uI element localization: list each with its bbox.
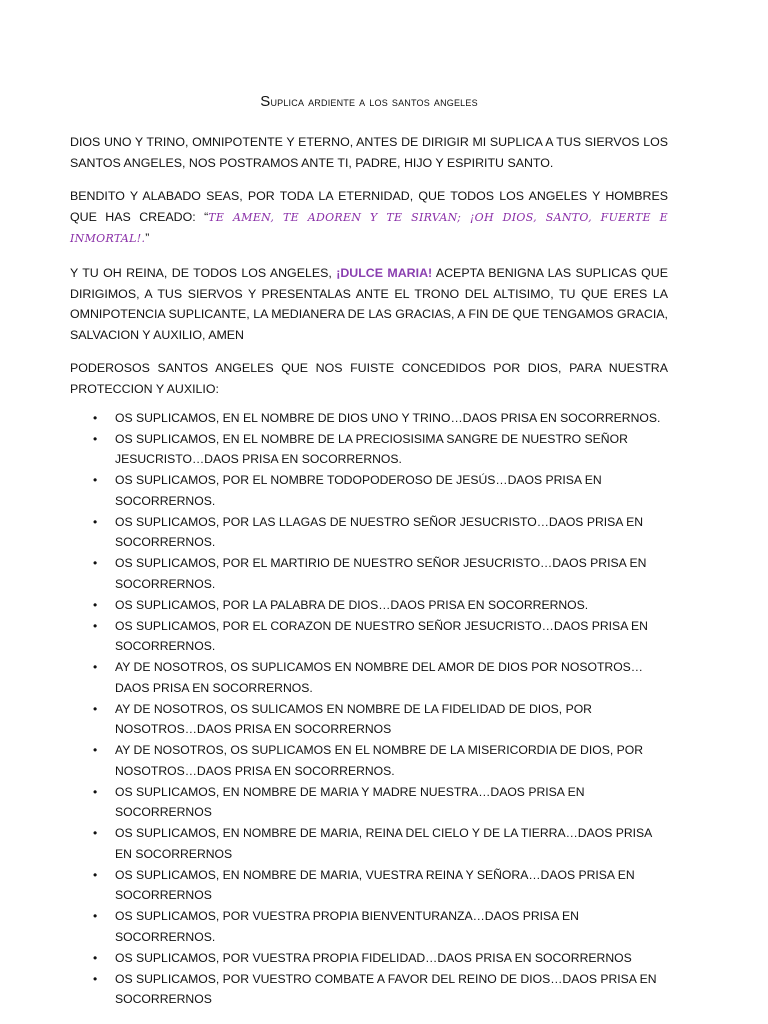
list-item bbox=[95, 512, 668, 553]
list-item bbox=[95, 865, 668, 906]
document-page bbox=[70, 92, 668, 1010]
praise-quote: TE AMEN, TE ADOREN Y TE SIRVAN; ¡OH DIOS, SANTO, FUERTE E INMORTAL!. bbox=[70, 210, 668, 246]
list-item bbox=[95, 616, 668, 657]
list-item-text: OS SUPLICAMOS, EN NOMBRE DE MARIA, VUESTRA REINA Y SEÑORA…DAOS PRISA EN SOCORRERNOS bbox=[115, 867, 635, 903]
queen-lead: Y TU OH REINA, DE TODOS LOS ANGELES, bbox=[70, 265, 337, 280]
bullet-icon: • bbox=[93, 473, 98, 488]
queen-highlight: ¡DULCE MARIA! bbox=[336, 265, 433, 280]
bullet-icon: • bbox=[93, 867, 98, 882]
praise-lead: BENDITO Y ALABADO SEAS, POR TODA LA ETERNIDAD, QUE TODOS LOS ANGELES Y HOMBRES QUE HAS CREADO: “ bbox=[70, 189, 668, 224]
bullet-icon: • bbox=[93, 556, 98, 571]
list-item-text: OS SUPLICAMOS, POR EL CORAZON DE NUESTRO SEÑOR JESUCRISTO…DAOS PRISA EN SOCORRERNOS. bbox=[115, 618, 648, 654]
bullet-icon: • bbox=[93, 597, 98, 612]
list-item-text: OS SUPLICAMOS, POR VUESTRA PROPIA FIDELIDAD…DAOS PRISA EN SOCORRERNOS bbox=[115, 950, 632, 965]
bullet-icon: • bbox=[93, 514, 98, 529]
list-item-text: OS SUPLICAMOS, EN NOMBRE DE MARIA, REINA DEL CIELO Y DE LA TIERRA…DAOS PRISA EN SOCORRERNOS bbox=[115, 826, 652, 861]
bullet-icon: • bbox=[93, 971, 98, 986]
list-item bbox=[95, 595, 668, 616]
paragraph-angels: PODEROSOS SANTOS ANGELES QUE NOS FUISTE CONCEDIDOS POR DIOS, PARA NUESTRA PROTECCION Y AUXILIO: bbox=[70, 361, 668, 396]
list-item-text: OS SUPLICAMOS, POR EL NOMBRE TODOPODEROSO DE JESÚS…DAOS PRISA EN SOCORRERNOS. bbox=[115, 473, 602, 508]
bullet-icon: • bbox=[93, 743, 98, 758]
list-item-text: OS SUPLICAMOS, POR LA PALABRA DE DIOS…DAOS PRISA EN SOCORRERNOS. bbox=[115, 597, 589, 612]
bullet-icon: • bbox=[93, 784, 98, 799]
title-rest: uplica ardiente a los santos angeles bbox=[270, 94, 478, 109]
list-item-text: AY DE NOSOTROS, OS SUPLICAMOS EN NOMBRE DEL AMOR DE DIOS POR NOSOTROS…DAOS PRISA EN SOCORRERNOS. bbox=[115, 660, 643, 695]
list-item bbox=[95, 657, 668, 698]
list-item-text: OS SUPLICAMOS, EN NOMBRE DE MARIA Y MADRE NUESTRA…DAOS PRISA EN SOCORRERNOS bbox=[115, 784, 585, 820]
list-item-text: AY DE NOSOTROS, OS SULICAMOS EN NOMBRE DE LA FIDELIDAD DE DIOS, POR NOSOTROS…DAOS PRISA EN SOCORRERNOS bbox=[115, 701, 592, 737]
title-initial: S bbox=[260, 93, 271, 110]
list-item bbox=[95, 906, 668, 947]
list-item-text: OS SUPLICAMOS, POR EL MARTIRIO DE NUESTRO SEÑOR JESUCRISTO…DAOS PRISA EN SOCORRERNOS. bbox=[115, 556, 647, 591]
invocation-list bbox=[70, 408, 668, 1010]
queen-rest: ACEPTA BENIGNA LAS SUPLICAS QUE DIRIGIMOS, A TUS SIERVOS Y PRESENTALAS ANTE EL TRONO DEL ALTISIMO, TU QUE ERES LA OMNIPOTENCIA SUPLICANTE, LA MEDIANERA DE LAS GRACIAS, A FIN DE QUE TENGAMOS GRACIA, SALVACION Y AUXILIO, AMEN bbox=[70, 265, 668, 342]
list-item bbox=[95, 948, 668, 969]
bullet-icon: • bbox=[93, 826, 98, 841]
bullet-icon: • bbox=[93, 431, 98, 446]
list-item-text: OS SUPLICAMOS, POR VUESTRO COMBATE A FAVOR DEL REINO DE DIOS…DAOS PRISA EN SOCORRERNOS bbox=[115, 971, 657, 1007]
list-item bbox=[95, 699, 668, 740]
list-item-text: OS SUPLICAMOS, EN EL NOMBRE DE DIOS UNO Y TRINO…DAOS PRISA EN SOCORRERNOS. bbox=[115, 410, 661, 425]
list-item-text: OS SUPLICAMOS, POR VUESTRA PROPIA BIENVENTURANZA…DAOS PRISA EN SOCORRERNOS. bbox=[115, 909, 579, 944]
list-item bbox=[95, 470, 668, 511]
list-item bbox=[95, 782, 668, 823]
list-item-text: AY DE NOSOTROS, OS SUPLICAMOS EN EL NOMBRE DE LA MISERICORDIA DE DIOS, POR NOSOTROS…DAOS PRISA EN SOCORRERNOS. bbox=[115, 743, 644, 778]
bullet-icon: • bbox=[93, 618, 98, 633]
bullet-icon: • bbox=[93, 950, 98, 965]
list-item bbox=[95, 408, 668, 429]
bullet-icon: • bbox=[93, 410, 98, 425]
list-item bbox=[95, 969, 668, 1010]
paragraph-queen bbox=[70, 263, 668, 345]
list-item bbox=[95, 553, 668, 594]
document-title bbox=[70, 92, 668, 112]
list-item bbox=[95, 823, 668, 864]
list-item-text: OS SUPLICAMOS, POR LAS LLAGAS DE NUESTRO SEÑOR JESUCRISTO…DAOS PRISA EN SOCORRERNOS. bbox=[115, 514, 644, 550]
bullet-icon: • bbox=[93, 701, 98, 716]
list-item-text: OS SUPLICAMOS, EN EL NOMBRE DE LA PRECIOSISIMA SANGRE DE NUESTRO SEÑOR JESUCRISTO…DAOS PRISA EN SOCORRERNOS. bbox=[115, 431, 628, 467]
bullet-icon: • bbox=[93, 660, 98, 675]
list-item bbox=[95, 740, 668, 781]
praise-end: ” bbox=[145, 231, 150, 246]
paragraph-praise bbox=[70, 186, 668, 250]
list-item bbox=[95, 429, 668, 470]
paragraph-invocation: DIOS UNO Y TRINO, OMNIPOTENTE Y ETERNO, ANTES DE DIRIGIR MI SUPLICA A TUS SIERVOS LOS SANTOS ANGELES, NOS POSTRAMOS ANTE TI, PADRE, HIJO Y ESPIRITU SANTO. bbox=[70, 135, 668, 170]
bullet-icon: • bbox=[93, 909, 98, 924]
